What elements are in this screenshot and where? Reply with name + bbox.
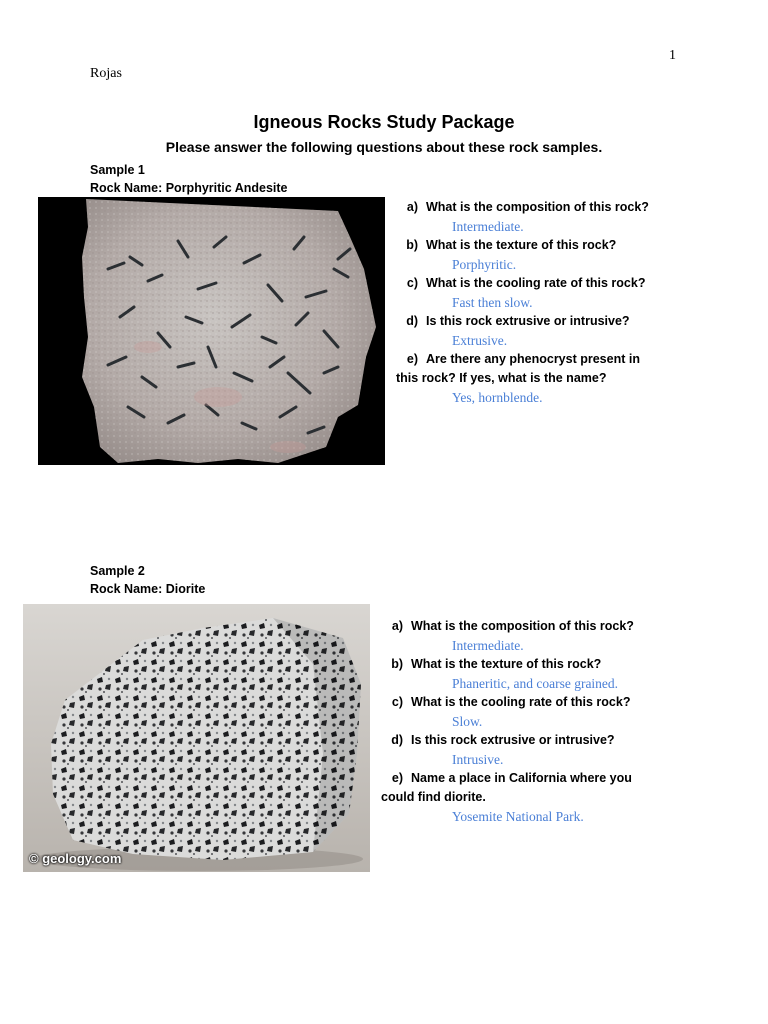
question-e-continued: this rock? If yes, what is the name?	[396, 371, 607, 385]
answer-e: Yosemite National Park.	[452, 809, 584, 824]
document-title: Igneous Rocks Study Package	[253, 112, 515, 132]
sample-1-label: Sample 1	[90, 163, 145, 177]
sample-1-questions	[396, 198, 649, 407]
answer-c: Fast then slow.	[452, 295, 533, 310]
sample-2-rock-photo	[23, 604, 370, 872]
answer-b: Phaneritic, and coarse grained.	[452, 676, 619, 691]
question-e: e) Are there any phenocryst present in	[406, 352, 640, 366]
page-number: 1	[669, 48, 676, 63]
question-e-continued: could find diorite.	[381, 790, 486, 804]
question-c: c) What is the cooling rate of this rock?	[406, 276, 646, 290]
question-a: a) What is the composition of this rock?	[406, 200, 649, 214]
andesite-rock-image	[38, 197, 385, 465]
sample-2-questions	[381, 617, 634, 826]
question-b: b) What is the texture of this rock?	[406, 238, 617, 252]
diorite-rock-image	[23, 604, 370, 872]
photo-copyright-caption: © geology.com	[29, 851, 122, 866]
question-e: e) Name a place in California where you	[391, 771, 632, 785]
answer-b: Porphyritic.	[452, 257, 517, 272]
answer-a: Intermediate.	[452, 638, 524, 653]
answer-d: Extrusive.	[452, 333, 508, 348]
answer-e: Yes, hornblende.	[452, 390, 543, 405]
question-b: b) What is the texture of this rock?	[391, 657, 602, 671]
author-name: Rojas	[90, 66, 122, 81]
answer-a: Intermediate.	[452, 219, 524, 234]
sample-2-label: Sample 2	[90, 564, 145, 578]
question-c: c) What is the cooling rate of this rock?	[391, 695, 631, 709]
question-a: a) What is the composition of this rock?	[391, 619, 634, 633]
sample-1-rock-photo	[38, 197, 385, 465]
sample-1-rock-name: Rock Name: Porphyritic Andesite	[90, 181, 288, 195]
answer-d: Intrusive.	[452, 752, 504, 767]
question-d: d) Is this rock extrusive or intrusive?	[406, 314, 630, 328]
sample-2-rock-name: Rock Name: Diorite	[90, 582, 206, 596]
question-d: d) Is this rock extrusive or intrusive?	[391, 733, 615, 747]
answer-c: Slow.	[452, 714, 483, 729]
document-subtitle: Please answer the following questions about these rock samples.	[165, 139, 603, 155]
